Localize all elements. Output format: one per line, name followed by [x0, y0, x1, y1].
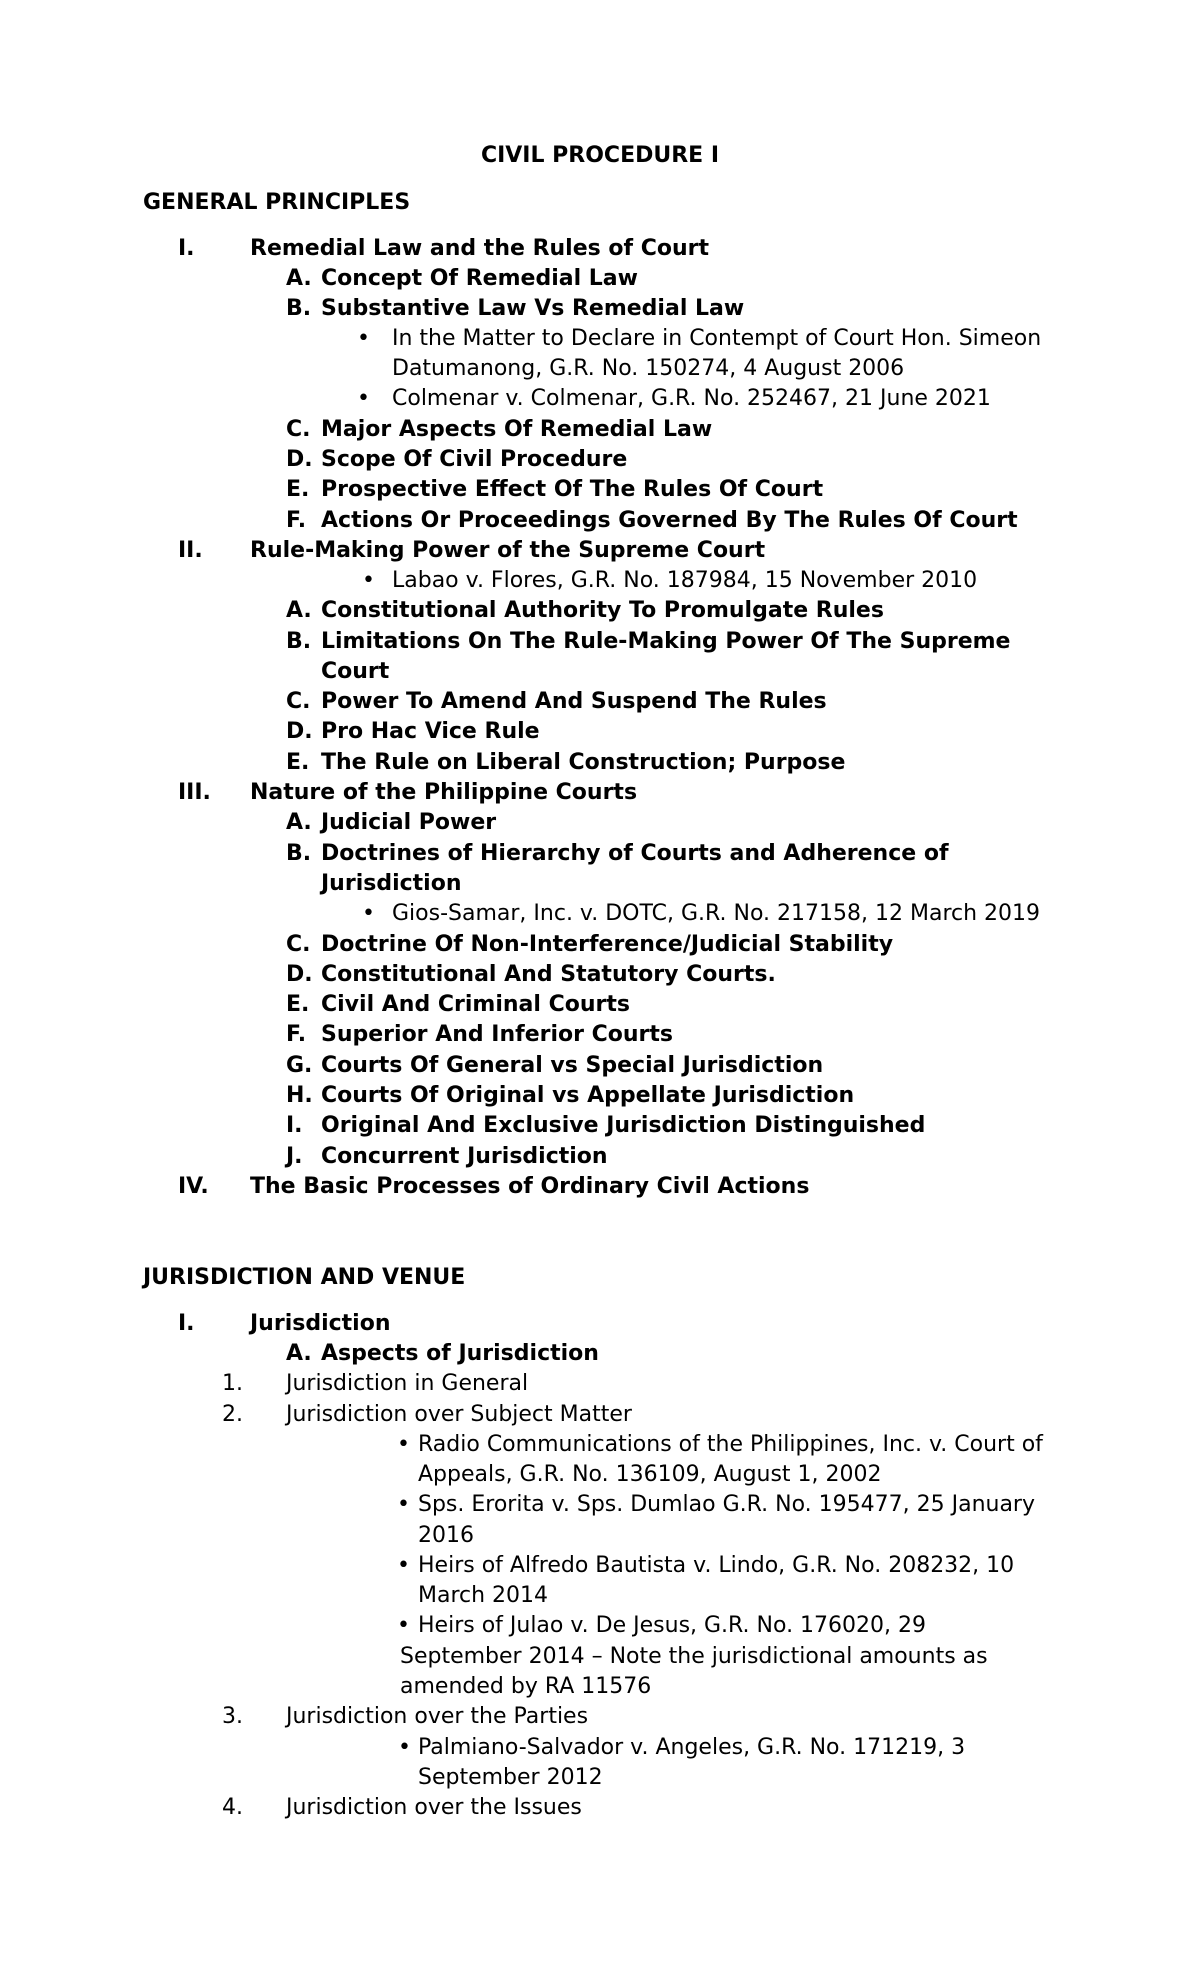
case-citation-continued: September 2014 – Note the jurisdictional amounts as: [400, 1644, 988, 1669]
section-heading-jurisdiction-and-venue: JURISDICTION AND VENUE: [143, 1265, 466, 1290]
outline-subitem: Courts Of Original vs Appellate Jurisdiction: [321, 1083, 855, 1108]
outline-subitem: The Rule on Liberal Construction; Purpose: [321, 750, 846, 775]
outline-letter: A.: [286, 810, 312, 835]
case-citation: Radio Communications of the Philippines, Inc. v. Court of: [418, 1432, 1043, 1457]
numbered-marker: 1.: [222, 1371, 243, 1396]
outline-letter: B.: [286, 629, 312, 654]
numbered-item: Jurisdiction over the Issues: [286, 1795, 582, 1820]
outline-subitem: Limitations On The Rule-Making Power Of The Supreme: [321, 629, 1011, 654]
outline-subitem: Doctrine Of Non-Interference/Judicial Stability: [321, 932, 894, 957]
case-citation-continued: September 2012: [418, 1765, 603, 1790]
outline-subitem: Concept Of Remedial Law: [321, 266, 638, 291]
outline-subitem: Substantive Law Vs Remedial Law: [321, 296, 745, 321]
outline-letter: I.: [286, 1113, 303, 1138]
outline-subitem: Prospective Effect Of The Rules Of Court: [321, 477, 824, 502]
case-citation: In the Matter to Declare in Contempt of Court Hon. Simeon: [392, 326, 1042, 351]
numbered-item: Jurisdiction over Subject Matter: [286, 1402, 632, 1427]
outline-item-title: Nature of the Philippine Courts: [250, 780, 638, 805]
outline-subitem: Doctrines of Hierarchy of Courts and Adherence of: [321, 841, 949, 866]
outline-letter: E.: [286, 992, 310, 1017]
bullet-icon: •: [397, 1553, 410, 1578]
outline-subitem-continued: Jurisdiction: [321, 871, 462, 896]
outline-letter: H.: [286, 1083, 313, 1108]
outline-subitem: Major Aspects Of Remedial Law: [321, 417, 713, 442]
outline-subitem: Courts Of General vs Special Jurisdiction: [321, 1053, 824, 1078]
outline-subitem: Superior And Inferior Courts: [321, 1022, 674, 1047]
outline-subitem: Original And Exclusive Jurisdiction Distinguished: [321, 1113, 926, 1138]
outline-item-title: The Basic Processes of Ordinary Civil Actions: [250, 1174, 810, 1199]
outline-letter: E.: [286, 750, 310, 775]
outline-subitem: Concurrent Jurisdiction: [321, 1144, 608, 1169]
outline-letter: G.: [286, 1053, 313, 1078]
bullet-icon: •: [397, 1432, 410, 1457]
outline-subitem: Power To Amend And Suspend The Rules: [321, 689, 827, 714]
outline-letter: C.: [286, 417, 311, 442]
numbered-item: Jurisdiction in General: [286, 1371, 529, 1396]
outline-letter: A.: [286, 1341, 312, 1366]
outline-letter: D.: [286, 719, 313, 744]
bullet-icon: •: [357, 326, 370, 351]
case-citation-continued: Datumanong, G.R. No. 150274, 4 August 2006: [392, 356, 905, 381]
outline-item-title: Jurisdiction: [250, 1311, 391, 1336]
document-title: CIVIL PROCEDURE I: [480, 143, 720, 168]
outline-letter: C.: [286, 689, 311, 714]
case-citation-continued: Appeals, G.R. No. 136109, August 1, 2002: [418, 1462, 882, 1487]
bullet-icon: •: [398, 1735, 411, 1760]
outline-subitem: Scope Of Civil Procedure: [321, 447, 628, 472]
numbered-marker: 2.: [222, 1402, 243, 1427]
outline-subitem: Pro Hac Vice Rule: [321, 719, 540, 744]
case-citation-continued: amended by RA 11576: [400, 1674, 652, 1699]
outline-letter: F.: [286, 508, 307, 533]
case-citation: Colmenar v. Colmenar, G.R. No. 252467, 21 June 2021: [392, 386, 991, 411]
outline-numeral: III.: [178, 780, 211, 805]
outline-numeral: I.: [178, 1311, 195, 1336]
case-citation: Gios-Samar, Inc. v. DOTC, G.R. No. 217158, 12 March 2019: [392, 901, 1041, 926]
outline-letter: E.: [286, 477, 310, 502]
outline-item-title: Rule-Making Power of the Supreme Court: [250, 538, 766, 563]
outline-letter: B.: [286, 296, 312, 321]
numbered-marker: 3.: [222, 1704, 243, 1729]
outline-letter: D.: [286, 447, 313, 472]
outline-letter: F.: [286, 1022, 307, 1047]
outline-subitem-continued: Court: [321, 659, 390, 684]
case-citation: Labao v. Flores, G.R. No. 187984, 15 November 2010: [392, 568, 978, 593]
section-heading-general-principles: GENERAL PRINCIPLES: [143, 190, 411, 215]
outline-letter: D.: [286, 962, 313, 987]
bullet-icon: •: [397, 1613, 410, 1638]
outline-subitem: Constitutional Authority To Promulgate Rules: [321, 598, 884, 623]
outline-letter: A.: [286, 598, 312, 623]
outline-numeral: IV.: [178, 1174, 209, 1199]
numbered-marker: 4.: [222, 1795, 243, 1820]
case-citation-continued: March 2014: [418, 1583, 549, 1608]
case-citation: Palmiano-Salvador v. Angeles, G.R. No. 171219, 3: [418, 1735, 966, 1760]
case-citation: Heirs of Julao v. De Jesus, G.R. No. 176020, 29: [418, 1613, 927, 1638]
case-citation: Heirs of Alfredo Bautista v. Lindo, G.R. No. 208232, 10: [418, 1553, 1015, 1578]
outline-numeral: II.: [178, 538, 203, 563]
bullet-icon: •: [397, 1492, 410, 1517]
outline-subitem: Aspects of Jurisdiction: [321, 1341, 599, 1366]
bullet-icon: •: [362, 901, 375, 926]
outline-subitem: Actions Or Proceedings Governed By The Rules Of Court: [321, 508, 1018, 533]
outline-subitem: Civil And Criminal Courts: [321, 992, 630, 1017]
bullet-icon: •: [357, 386, 370, 411]
outline-subitem: Judicial Power: [321, 810, 497, 835]
outline-letter: J.: [286, 1144, 303, 1169]
case-citation-continued: 2016: [418, 1523, 474, 1548]
numbered-item: Jurisdiction over the Parties: [286, 1704, 589, 1729]
outline-letter: A.: [286, 266, 312, 291]
case-citation: Sps. Erorita v. Sps. Dumlao G.R. No. 195477, 25 January: [418, 1492, 1035, 1517]
outline-letter: B.: [286, 841, 312, 866]
outline-letter: C.: [286, 932, 311, 957]
outline-item-title: Remedial Law and the Rules of Court: [250, 236, 710, 261]
outline-subitem: Constitutional And Statutory Courts.: [321, 962, 776, 987]
outline-numeral: I.: [178, 236, 195, 261]
bullet-icon: •: [362, 568, 375, 593]
